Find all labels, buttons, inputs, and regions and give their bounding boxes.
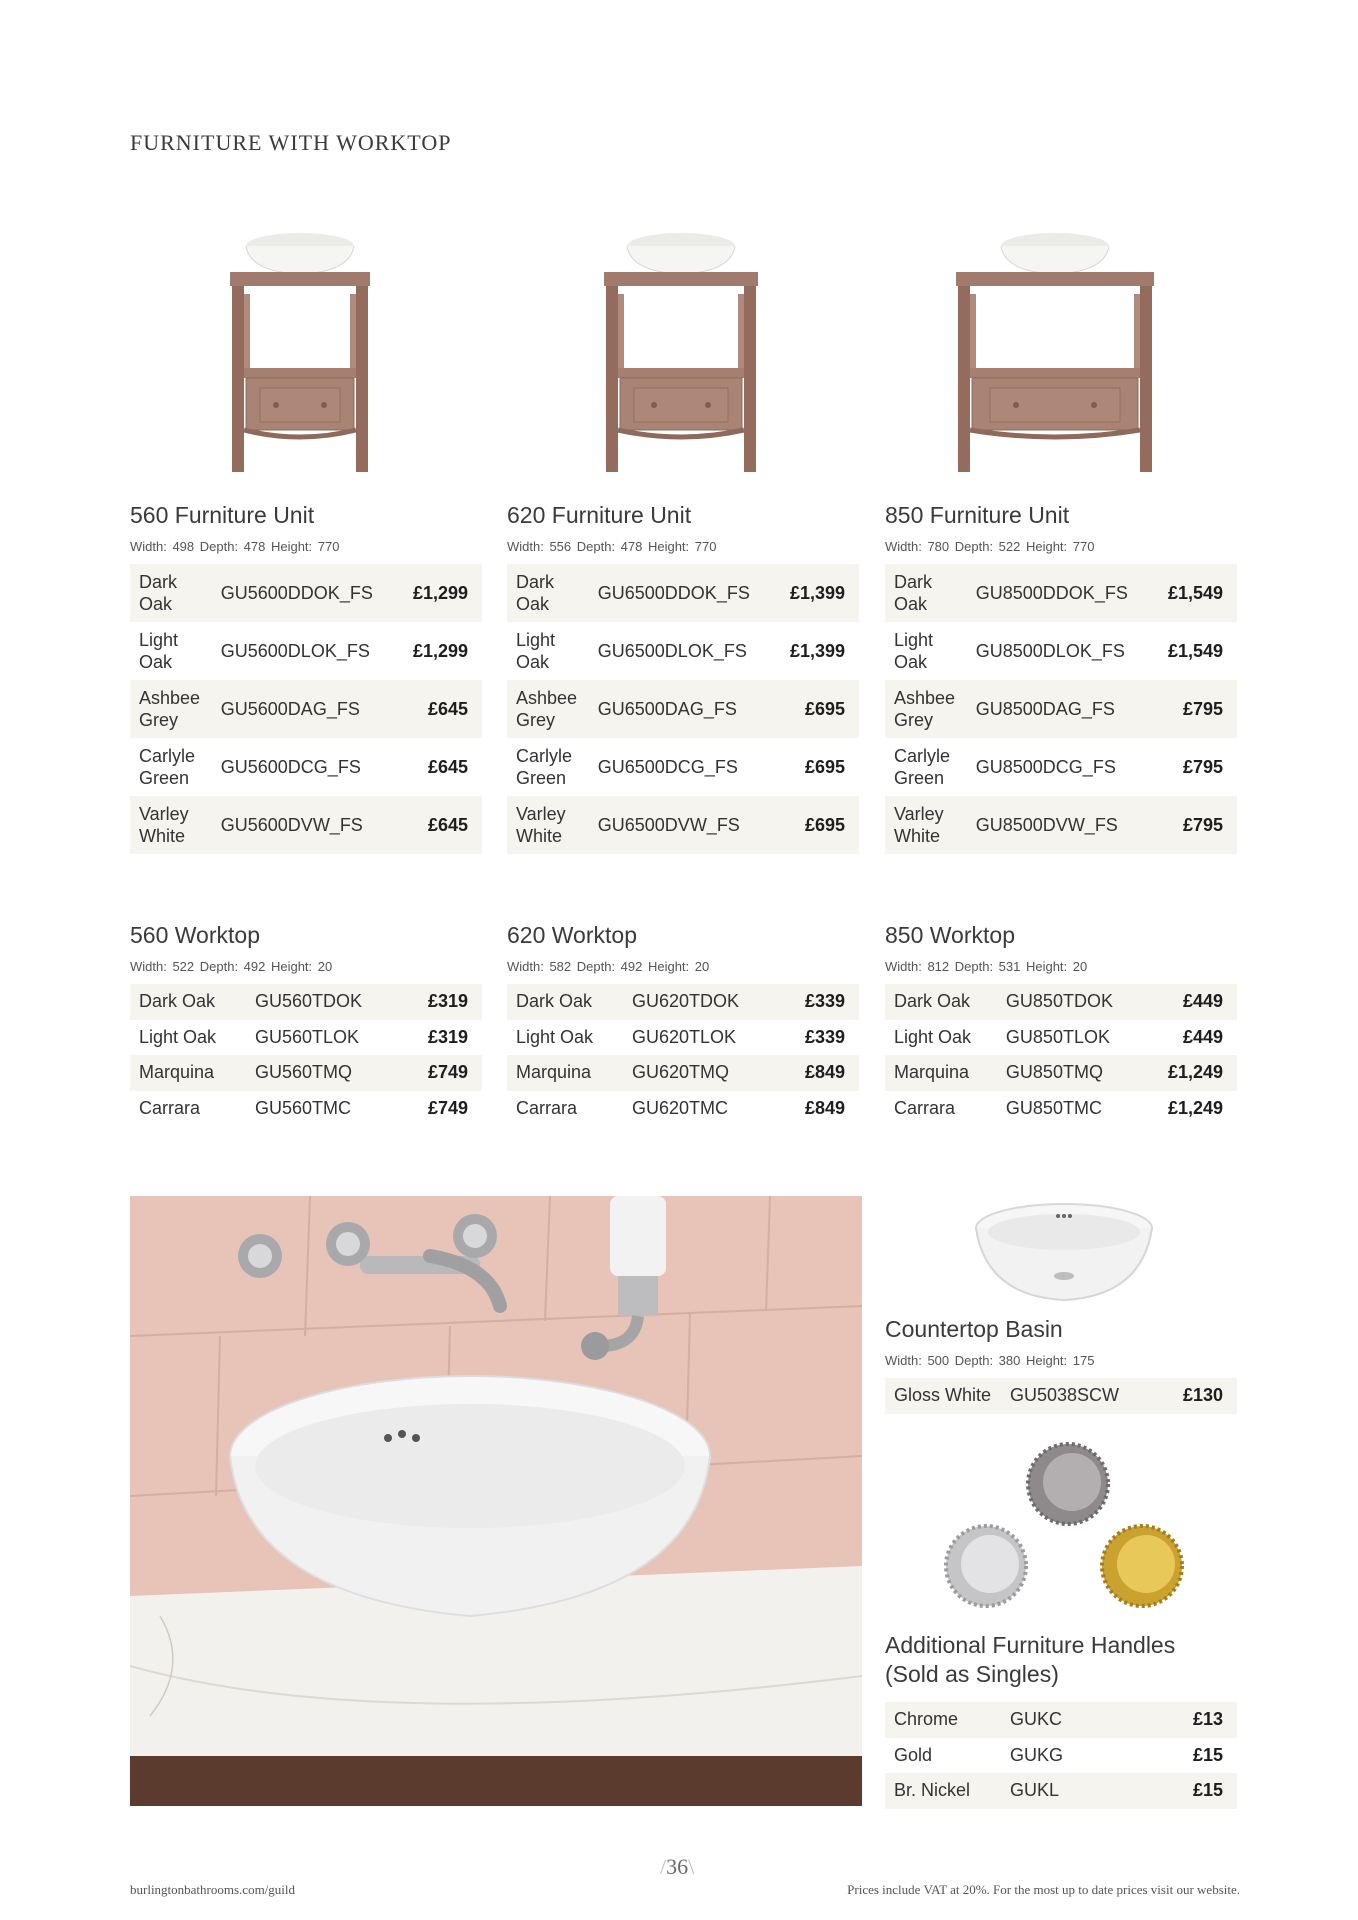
finish-cell: Light Oak <box>894 630 934 672</box>
table-row <box>130 984 482 1020</box>
footer-price-note: Prices include VAT at 20%. For the most up to date prices visit our website. <box>847 1882 1240 1897</box>
table-row <box>885 796 1237 854</box>
price-cell: £13 <box>1171 1702 1237 1738</box>
price-cell: £849 <box>793 1055 859 1091</box>
code-cell: GU620TMQ <box>623 1055 793 1091</box>
price-table <box>885 1702 1237 1809</box>
price-cell: £695 <box>781 680 859 738</box>
price-cell: £15 <box>1171 1773 1237 1809</box>
code-cell: GU850TMC <box>1005 1097 1102 1118</box>
product-title: 620 Furniture Unit <box>507 502 692 528</box>
product-title: Countertop Basin <box>885 1316 1063 1342</box>
code-cell: GU5038SCW <box>1001 1378 1171 1414</box>
finish-cell: Br. Nickel <box>885 1773 1001 1809</box>
code-cell: GU620TMC <box>632 1097 729 1118</box>
code-cell: GU5600DLOK_FS <box>220 640 370 661</box>
countertop-basin <box>885 1316 1237 1414</box>
code-cell: GU850TLOK <box>1005 1026 1110 1047</box>
code-cell: GU620TDOK <box>623 984 793 1020</box>
furniture-unit-850 <box>885 502 1237 854</box>
code-cell: GU6500DVW_FS <box>589 796 781 854</box>
bathroom-basin-photo <box>130 1196 862 1806</box>
finish-cell: Light Oak <box>516 1026 594 1047</box>
product-dimensions: Width: 500 Depth: 380 Height: 175 <box>885 1353 1095 1368</box>
furniture-handles <box>885 1632 1237 1809</box>
worktop-850 <box>885 922 1237 1126</box>
finish-cell: Ashbee Grey <box>507 680 589 738</box>
furniture-unit-620 <box>507 502 859 854</box>
product-title: 560 Worktop <box>130 922 260 948</box>
price-table <box>885 984 1237 1126</box>
table-row <box>507 1020 859 1056</box>
furniture-unit-560 <box>130 502 482 854</box>
code-cell: GU5600DCG_FS <box>220 756 361 777</box>
price-cell: £15 <box>1192 1744 1223 1765</box>
product-title: 560 Furniture Unit <box>130 502 315 528</box>
price-cell: £1,299 <box>412 640 468 661</box>
code-cell: GU8500DVW_FS <box>967 796 1159 854</box>
finish-cell: Gold <box>894 1744 933 1765</box>
table-row <box>885 1091 1237 1127</box>
code-cell: GU560TLOK <box>255 1026 360 1047</box>
product-title-line-2: (Sold as Singles) <box>885 1661 1059 1687</box>
code-cell: GU8500DAG_FS <box>967 680 1159 738</box>
finish-cell: Dark Oak <box>885 984 997 1020</box>
code-cell: GU6500DLOK_FS <box>597 640 747 661</box>
table-row <box>885 564 1237 622</box>
price-cell: £645 <box>404 796 482 854</box>
price-cell: £645 <box>404 680 482 738</box>
code-cell: GU5600DVW_FS <box>212 796 404 854</box>
worktop-560 <box>130 922 482 1126</box>
finish-cell: Light Oak <box>516 630 556 672</box>
price-table <box>507 564 859 854</box>
finish-cell: Marquina <box>507 1055 623 1091</box>
code-cell: GU5600DAG_FS <box>212 680 404 738</box>
product-title-line-1: Additional Furniture Handles <box>885 1632 1176 1658</box>
price-cell: £795 <box>1159 680 1237 738</box>
price-table <box>507 984 859 1126</box>
price-table <box>885 564 1237 854</box>
finish-cell: Varley White <box>130 796 212 854</box>
finish-cell: Varley White <box>507 796 589 854</box>
table-row <box>885 1055 1237 1091</box>
finish-cell: Ashbee Grey <box>130 680 212 738</box>
code-cell: GU6500DAG_FS <box>589 680 781 738</box>
finish-cell: Dark Oak <box>507 564 589 622</box>
price-table <box>885 1378 1237 1414</box>
code-cell: GU620TLOK <box>632 1026 737 1047</box>
price-cell: £645 <box>427 756 468 777</box>
table-row <box>130 1020 482 1056</box>
price-cell: £339 <box>793 984 859 1020</box>
table-row <box>507 738 859 796</box>
price-cell: £795 <box>1182 756 1223 777</box>
table-row <box>885 1738 1237 1774</box>
finish-cell: Ashbee Grey <box>885 680 967 738</box>
finish-cell: Carlyle Green <box>139 746 196 788</box>
finish-cell: Carrara <box>894 1097 956 1118</box>
table-row <box>885 738 1237 796</box>
table-row <box>885 680 1237 738</box>
finish-cell: Light Oak <box>139 1026 217 1047</box>
table-row <box>885 1773 1237 1809</box>
table-row <box>885 984 1237 1020</box>
product-dimensions: Width: 522 Depth: 492 Height: 20 <box>130 959 333 974</box>
price-cell: £130 <box>1171 1378 1237 1414</box>
table-row <box>130 1091 482 1127</box>
furniture-unit-620-image <box>596 228 766 478</box>
table-row <box>507 564 859 622</box>
code-cell: GU8500DCG_FS <box>975 756 1116 777</box>
finish-cell: Marquina <box>885 1055 997 1091</box>
furniture-unit-850-image <box>950 228 1160 478</box>
price-cell: £795 <box>1159 796 1237 854</box>
price-cell: £1,249 <box>1159 1055 1237 1091</box>
code-cell: GU560TMQ <box>246 1055 416 1091</box>
price-cell: £1,399 <box>789 640 845 661</box>
price-cell: £695 <box>804 756 845 777</box>
finish-cell: Dark Oak <box>130 984 246 1020</box>
table-row <box>507 984 859 1020</box>
table-row <box>130 622 482 680</box>
table-row <box>130 738 482 796</box>
product-dimensions: Width: 498 Depth: 478 Height: 770 <box>130 539 340 554</box>
product-dimensions: Width: 812 Depth: 531 Height: 20 <box>885 959 1088 974</box>
finish-cell: Carrara <box>139 1097 201 1118</box>
table-row <box>130 680 482 738</box>
table-row <box>885 622 1237 680</box>
code-cell: GUKL <box>1001 1773 1171 1809</box>
table-row <box>130 796 482 854</box>
price-cell: £449 <box>1182 1026 1223 1047</box>
finish-cell: Chrome <box>885 1702 1001 1738</box>
finish-cell: Gloss White <box>885 1378 1001 1414</box>
table-row <box>130 564 482 622</box>
furniture-handles-image <box>940 1440 1190 1610</box>
product-title: 620 Worktop <box>507 922 637 948</box>
finish-cell: Dark Oak <box>130 564 212 622</box>
table-row <box>130 1055 482 1091</box>
countertop-basin-image <box>972 1200 1156 1304</box>
table-row <box>507 1055 859 1091</box>
finish-cell: Carlyle Green <box>516 746 573 788</box>
product-dimensions: Width: 556 Depth: 478 Height: 770 <box>507 539 717 554</box>
price-cell: £695 <box>781 796 859 854</box>
code-cell: GU8500DDOK_FS <box>967 564 1159 622</box>
finish-cell: Light Oak <box>894 1026 972 1047</box>
price-cell: £849 <box>804 1097 845 1118</box>
price-table <box>130 564 482 854</box>
table-row <box>507 1091 859 1127</box>
code-cell: GU6500DCG_FS <box>597 756 738 777</box>
code-cell: GU8500DLOK_FS <box>975 640 1125 661</box>
table-row <box>885 1702 1237 1738</box>
worktop-620 <box>507 922 859 1126</box>
price-cell: £749 <box>416 1055 482 1091</box>
table-row <box>885 1378 1237 1414</box>
finish-cell: Varley White <box>885 796 967 854</box>
footer-website[interactable]: burlingtonbathrooms.com/guild <box>130 1882 296 1897</box>
price-table <box>130 984 482 1126</box>
product-title: 850 Furniture Unit <box>885 502 1070 528</box>
table-row <box>507 796 859 854</box>
code-cell: GU560TMC <box>255 1097 352 1118</box>
finish-cell: Carrara <box>516 1097 578 1118</box>
code-cell: GU5600DDOK_FS <box>212 564 404 622</box>
finish-cell: Marquina <box>130 1055 246 1091</box>
table-row <box>507 622 859 680</box>
code-cell: GUKG <box>1010 1744 1064 1765</box>
price-cell: £319 <box>427 1026 468 1047</box>
price-cell: £1,399 <box>781 564 859 622</box>
finish-cell: Dark Oak <box>885 564 967 622</box>
product-title: 850 Worktop <box>885 922 1015 948</box>
finish-cell: Dark Oak <box>507 984 623 1020</box>
price-cell: £1,299 <box>404 564 482 622</box>
price-cell: £339 <box>804 1026 845 1047</box>
product-dimensions: Width: 780 Depth: 522 Height: 770 <box>885 539 1095 554</box>
price-cell: £1,549 <box>1167 640 1223 661</box>
product-dimensions: Width: 582 Depth: 492 Height: 20 <box>507 959 710 974</box>
section-title: FURNITURE WITH WORKTOP <box>130 130 452 155</box>
table-row <box>885 1020 1237 1056</box>
page-number-value: 36 <box>666 1854 689 1879</box>
price-cell: £1,549 <box>1159 564 1237 622</box>
code-cell: GU6500DDOK_FS <box>589 564 781 622</box>
finish-cell: Light Oak <box>139 630 179 672</box>
code-cell: GUKC <box>1001 1702 1171 1738</box>
code-cell: GU850TDOK <box>997 984 1159 1020</box>
code-cell: GU850TMQ <box>997 1055 1159 1091</box>
code-cell: GU560TDOK <box>246 984 416 1020</box>
price-cell: £449 <box>1159 984 1237 1020</box>
page-number: /36\ <box>660 1854 695 1879</box>
price-cell: £749 <box>427 1097 468 1118</box>
price-cell: £1,249 <box>1167 1097 1223 1118</box>
price-cell: £319 <box>416 984 482 1020</box>
furniture-unit-560-image <box>220 228 380 478</box>
table-row <box>507 680 859 738</box>
finish-cell: Carlyle Green <box>894 746 951 788</box>
